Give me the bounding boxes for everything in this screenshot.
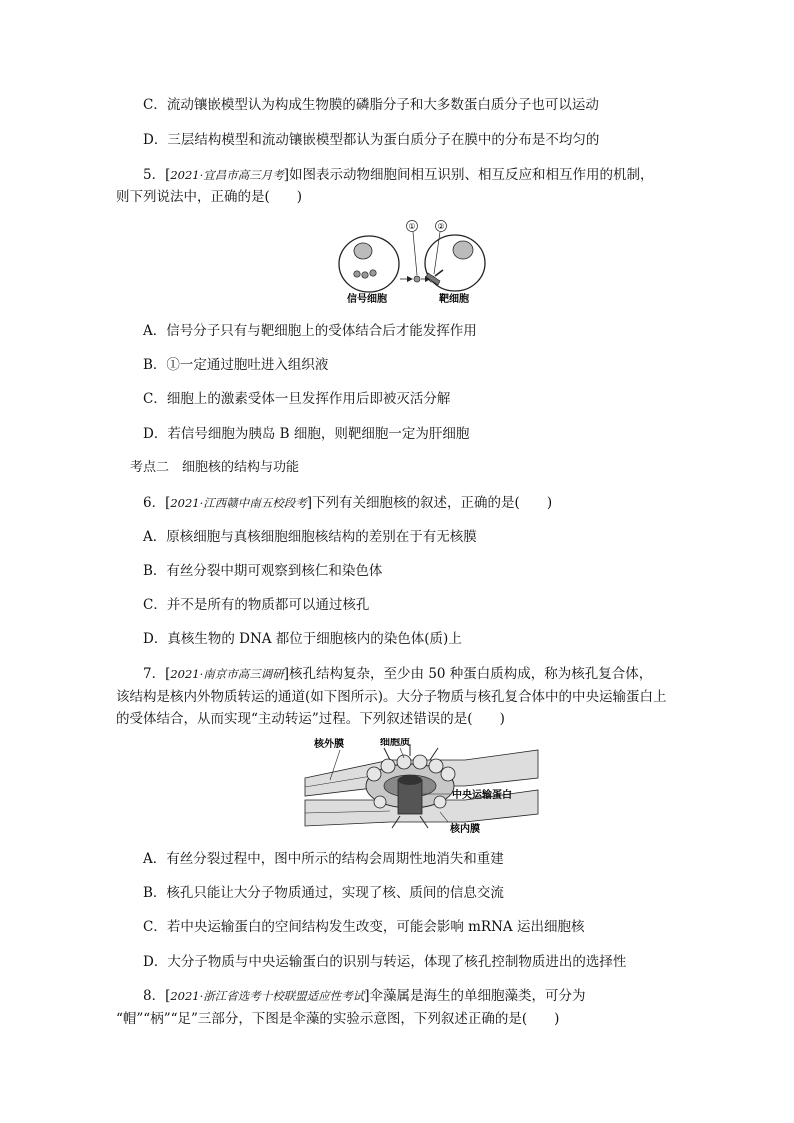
q5-cell-signaling-figure	[335, 218, 495, 306]
q8-stem-line1: 8．[2021·浙江省选考十校联盟适应性考试]伞藻属是海生的单细胞藻类，可分为	[143, 988, 586, 1004]
q7-fig-outer-membrane-label: 核外膜	[314, 739, 344, 750]
q6-option-b: B．有丝分裂中期可观察到核仁和染色体	[143, 563, 383, 579]
q7-option-d: D．大分子物质与中央运输蛋白的识别与转运，体现了核孔控制物质进出的选择性	[143, 954, 627, 970]
q7-option-b: B．核孔只能让大分子物质通过，实现了核、质间的信息交流	[143, 885, 504, 901]
q5-fig-signal-cell-label: 信号细胞	[347, 294, 387, 305]
q7-option-c: C．若中央运输蛋白的空间结构发生改变，可能会影响 mRNA 运出细胞核	[143, 919, 585, 935]
q7-fig-inner-membrane-label: 核内膜	[450, 824, 480, 834]
q8-stem-line2: “帽”“柄”“足”三部分，下图是伞藻的实验示意图，下列叙述正确的是( )	[116, 1011, 560, 1027]
q5-fig-mark-1: ①	[408, 222, 416, 231]
q4-option-c: C．流动镶嵌模型认为构成生物膜的磷脂分子和大多数蛋白质分子也可以运动	[143, 97, 599, 113]
q6-option-d: D．真核生物的 DNA 都位于细胞核内的染色体(质)上	[143, 631, 462, 647]
q5-fig-target-cell-label: 靶细胞	[439, 294, 469, 305]
q5-stem-line1: 5．[2021·宜昌市高三月考]如图表示动物细胞间相互识别、相互反应和相互作用的机制，	[143, 167, 654, 183]
q7-fig-cytoplasm-label: 细胞质	[380, 738, 410, 748]
q5-stem-line2: 则下列说法中，正确的是( )	[116, 189, 303, 205]
q4-option-d: D．三层结构模型和流动镶嵌模型都认为蛋白质分子在膜中的分布是不均匀的	[143, 132, 600, 148]
q6-option-c: C．并不是所有的物质都可以通过核孔	[143, 597, 370, 613]
q5-option-c: C．细胞上的激素受体一旦发挥作用后即被灭活分解	[143, 391, 451, 407]
q8-source: 2021·浙江省选考十校联盟适应性考试	[170, 989, 365, 1003]
section-heading: 考点二 细胞核的结构与功能	[130, 460, 300, 475]
q5-option-b: B．①一定通过胞吐进入组织液	[143, 357, 329, 373]
q5-fig-mark-2: ②	[437, 222, 445, 231]
q7-nuclear-pore-figure	[300, 738, 545, 834]
q7-stem-line3: 的受体结合，从而实现“主动转运”过程。下列叙述错误的是( )	[116, 711, 505, 727]
q5-source: 2021·宜昌市高三月考	[170, 168, 284, 182]
q6-option-a: A．原核细胞与真核细胞细胞核结构的差别在于有无核膜	[143, 529, 477, 545]
q7-stem-line2: 该结构是核内外物质转运的通道(如下图所示)。大分子物质与核孔复合体中的中央运输蛋白上	[116, 689, 667, 705]
q5-option-a: A．信号分子只有与靶细胞上的受体结合后才能发挥作用	[143, 323, 477, 339]
q7-fig-central-protein-label: 中央运输蛋白	[452, 790, 512, 801]
q7-option-a: A．有丝分裂过程中，图中所示的结构会周期性地消失和重建	[143, 851, 504, 867]
q5-option-d: D．若信号细胞为胰岛 B 细胞，则靶细胞一定为肝细胞	[143, 426, 470, 442]
q6-stem: 6．[2021·江西赣中南五校段考]下列有关细胞核的叙述，正确的是( )	[143, 495, 553, 511]
q7-stem-line1: 7．[2021·南京市高三调研]核孔结构复杂，至少由 50 种蛋白质构成，称为核孔复合体，	[143, 666, 653, 682]
q6-source: 2021·江西赣中南五校段考	[170, 496, 307, 510]
q7-source: 2021·南京市高三调研	[170, 667, 284, 681]
